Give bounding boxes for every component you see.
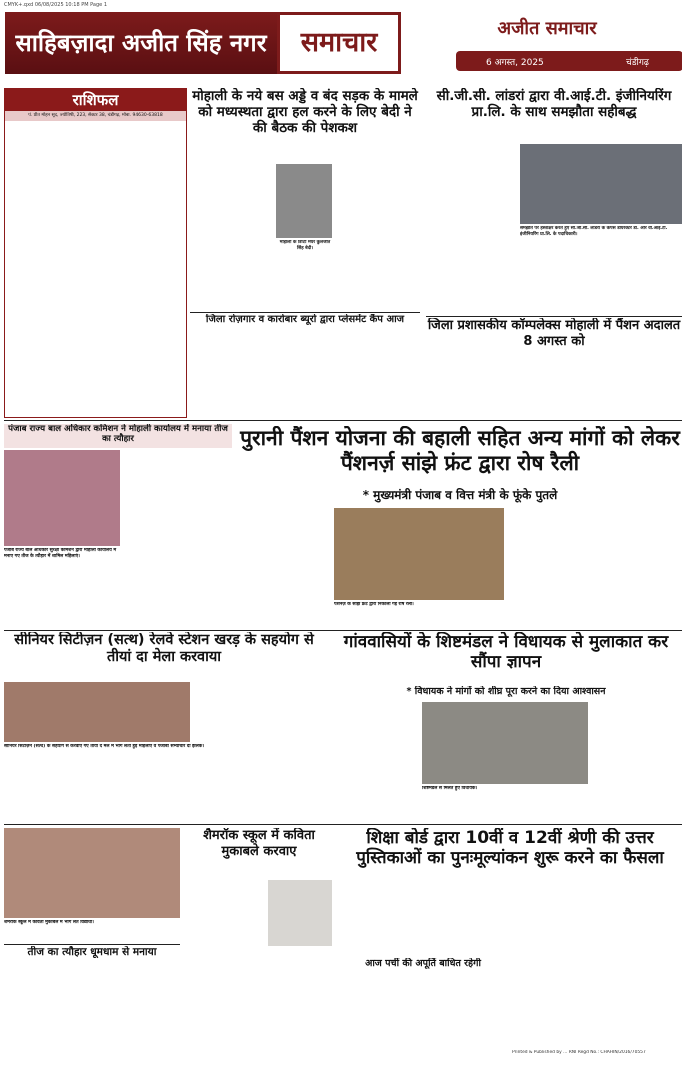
body-delegation-1 xyxy=(330,702,418,822)
masthead-right xyxy=(405,12,682,78)
body-exam-board-2 xyxy=(338,974,508,1084)
headline-senior-citizen: सीनियर सिटीज़न (सत्थ) रेलवे स्टेशन खरड़ के सहयोग से तीयां दा मेला करवाया xyxy=(14,632,314,666)
body-teej xyxy=(4,964,180,1084)
caption-bedi: मोहाली के डिप्टी मेयर कुलजीत सिंह बेदी। xyxy=(279,240,331,251)
headline-cgc: सी.जी.सी. लांडरां द्वारा वी.आई.टी. इंजीनियरिंग प्रा.लि. के साथ समझौता सहीबद्ध xyxy=(436,88,672,121)
body-senior-citizen-2 xyxy=(4,760,324,820)
body-exam-board-1 xyxy=(338,890,508,956)
masthead-samachar: समाचार xyxy=(277,12,401,74)
body-bus-stand-1 xyxy=(190,164,272,310)
divider xyxy=(4,630,682,631)
caption-pension-rally: पैंशनर्ज़ के सांझे फ्रंट द्वारा निकाली गई रोष रैली। xyxy=(334,602,414,607)
headline-placement: जिला रोज़गार व कारोबार ब्यूरो द्वारा प्लेसमेंट कैंप आज xyxy=(205,314,405,325)
caption-cgc: समझौते पर हस्ताक्षर करते हुए सी.जी.सी. लांडरां के कैंपस डायरेक्टर डॉ. और वी.आई.टी. इंजीनियरिंग प्रा.लि. के पदाधिकारी। xyxy=(520,226,668,238)
photo-delegation xyxy=(422,702,588,784)
subhead-pension-rally: * मुख्यमंत्री पंजाब व वित्त मंत्री के फूंके पुतले xyxy=(362,488,558,502)
body-exam-board-3 xyxy=(512,890,682,1048)
caption-senior-citizen: सीनियर सिटीज़न (सत्थ) के सहयोग से करवाए गए तीयां दे मेले में भाग लेती हुई महिलाएं व पंजाबी सभ्याचार दी झलक। xyxy=(4,744,204,749)
headline-pension-adalat: जिला प्रशासकीय कॉम्पलेक्स मोहाली में पैंशन अदालत 8 अगस्त को xyxy=(427,318,681,349)
divider xyxy=(426,316,682,317)
body-pension-rally-2 xyxy=(508,508,682,628)
divider xyxy=(4,420,682,421)
caption-shamrock-event: शैमरॉक स्कूल में कविता मुकाबले में भाग लेते विद्यार्थी। xyxy=(4,920,94,925)
photo-shamrock-event xyxy=(4,828,180,918)
body-teej-commission-1 xyxy=(124,450,232,590)
rashifal-body xyxy=(8,123,183,413)
caption-teej-commission: पंजाब राज्य बाल अधिकार सुरक्षा कमिशन द्वारा मोहाली कार्यालय में मनाए गए तीज के त्यौहार में शामिल महिलाएं। xyxy=(4,548,117,560)
body-pension-adalat xyxy=(426,356,682,416)
brand-logo: अजीत समाचार xyxy=(497,18,597,39)
body-placement xyxy=(190,330,420,416)
headline-bus-stand: मोहाली के नये बस अड्डे व बंद सड़क के मामले को मध्यस्थता द्वारा हल करने के लिए बेदी ने की बैठक की पेशकश xyxy=(192,88,418,137)
headline-delegation: गांववासियों के शिष्टमंडल ने विधायक से मुलाकात कर सौंपा ज्ञापन xyxy=(343,632,669,673)
headline-teej-commission: पंजाब राज्य बाल अधिकार कमिशन ने मोहाली कार्यालय में मनाया तीज का त्यौहार xyxy=(4,424,232,448)
body-teej-commission-2 xyxy=(4,588,232,628)
body-delegation-2 xyxy=(592,702,682,822)
date-bar xyxy=(456,51,682,71)
subhead-exam-board: आज पर्ची की अपूर्ति बाधित रहेगी xyxy=(365,958,481,969)
print-info-bar: CMYK+.qxd 06/08/2025 10:18 PM Page 1 xyxy=(4,2,108,8)
photo-teej-commission xyxy=(4,450,120,546)
masthead xyxy=(5,12,682,78)
divider xyxy=(4,944,180,945)
headline-teej: तीज का त्यौहार धूमधाम से मनाया xyxy=(27,946,157,958)
body-cgc-1 xyxy=(426,144,516,314)
caption-delegation: शिष्टमंडल से मिलते हुए विधायक। xyxy=(422,786,478,791)
body-shamrock xyxy=(184,870,264,1030)
imprint-footer: Printed & Published by ... RNI Regd No.: CHAHIN/2016/70557 xyxy=(512,1050,646,1055)
rashifal-subtitle: पं. प्रीत मोहन सूद, ज्योतिषी, 223, सेक्टर 38, चंडीगढ़, मोबा. 94630-63818 xyxy=(5,111,186,121)
body-bus-stand-2 xyxy=(336,164,418,310)
rashifal-title: राशिफल xyxy=(5,89,186,111)
body-cgc-2 xyxy=(520,248,682,314)
masthead-left: साहिबज़ादा अजीत सिंह नगर xyxy=(5,12,277,74)
body-pension-rally-1 xyxy=(238,508,330,628)
photo-senior-citizen xyxy=(4,682,190,742)
rashifal-box xyxy=(4,88,187,418)
headline-exam-board: शिक्षा बोर्ड द्वारा 10वीं व 12वीं श्रेणी की उत्तर पुस्तिकाओं का पुनःमूल्यांकन शुरू करने का फैसला xyxy=(356,828,664,869)
subhead-delegation: * विधायक ने मांगों को शीघ्र पूरा करने का दिया आश्वासन xyxy=(406,686,606,697)
photo-pension-rally xyxy=(334,508,504,600)
photo-cgc xyxy=(520,144,682,224)
city-text: चंडीगढ़ xyxy=(626,58,649,68)
body-senior-citizen-1 xyxy=(194,682,324,742)
headline-shamrock: शैमरॉक स्कूल में कविता मुकाबले करवाए xyxy=(203,828,315,859)
divider xyxy=(190,312,420,313)
date-text: 6 अगस्त, 2025 xyxy=(486,58,544,68)
photo-shamrock-student xyxy=(268,880,332,946)
headline-pension-rally: पुरानी पैंशन योजना की बहाली सहित अन्य मांगों को लेकर पैंशनर्ज़ सांझे फ्रंट द्वारा रोष रैली xyxy=(240,426,680,476)
photo-bedi xyxy=(276,164,332,238)
divider xyxy=(4,824,682,825)
